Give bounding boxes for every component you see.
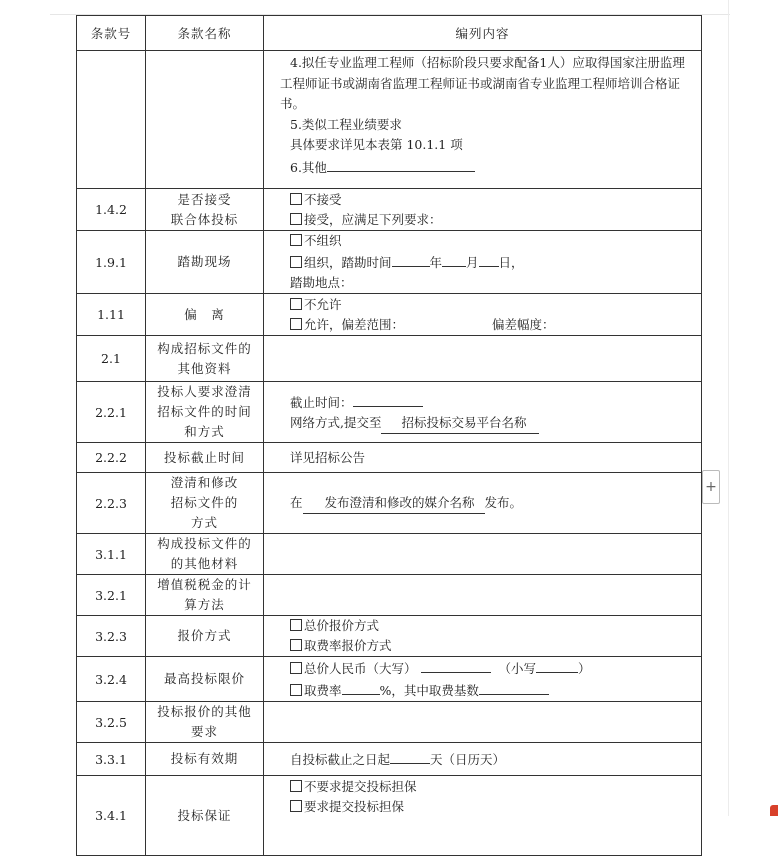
- clause-name: [146, 473, 264, 534]
- expand-plus-button[interactable]: +: [702, 470, 720, 504]
- clause-content: [264, 294, 702, 336]
- deadline-blank[interactable]: [353, 391, 423, 407]
- clause-name: 最高投标限价: [146, 657, 264, 702]
- clarify-post-text: 发布。: [484, 494, 523, 510]
- clause-name-line: 增值税税金的计: [157, 577, 252, 592]
- table-row: [77, 382, 702, 443]
- option-label: 总价人民币（大写）: [304, 661, 417, 676]
- clause-no: [77, 51, 146, 189]
- clause-content: [264, 473, 702, 534]
- year-blank[interactable]: [392, 251, 430, 267]
- clause-name-line: 招标文件的: [170, 495, 239, 510]
- deadline-label: 截止时间：: [290, 394, 353, 410]
- month-blank[interactable]: [442, 251, 466, 267]
- option-label: 不接受: [304, 191, 342, 207]
- checkbox[interactable]: [290, 639, 302, 651]
- option-label: 不允许: [304, 296, 342, 312]
- option-label: 取费率报价方式: [304, 638, 392, 653]
- clause-no: 1.4.2: [77, 189, 146, 231]
- similar-performance-text: 5.类似工程业绩要求: [290, 116, 402, 132]
- clause-no: 2.1: [77, 336, 146, 382]
- table-row: [77, 231, 702, 294]
- clause-no: 3.1.1: [77, 534, 146, 575]
- header-content: 编列内容: [264, 16, 702, 51]
- clause-name: [146, 534, 264, 575]
- option-label: 组织，踏勘时间: [304, 255, 392, 270]
- clause-name: 偏 离: [146, 294, 264, 336]
- other-label: 6.其他: [290, 159, 327, 175]
- clause-name-line: 澄清和修改: [170, 475, 239, 490]
- clause-no: 2.2.3: [77, 473, 146, 534]
- media-name: 发布澄清和修改的媒介名称: [303, 493, 485, 514]
- day-label: 日，: [498, 255, 524, 270]
- rate-blank[interactable]: [342, 679, 380, 695]
- clause-name-line: 是否接受: [177, 191, 232, 207]
- site-location-label: 踏勘地点：: [290, 275, 353, 290]
- clause-name-line: 和方式: [184, 424, 225, 439]
- clarify-pre-text: 在: [290, 494, 303, 510]
- clause-name: 踏勘现场: [146, 231, 264, 294]
- checkbox[interactable]: [290, 256, 302, 268]
- clause-no: 3.2.5: [77, 702, 146, 743]
- option-label: 不组织: [304, 233, 342, 248]
- clause-no: 3.3.1: [77, 743, 146, 776]
- clause-name-line: 招标文件的时间: [157, 404, 252, 419]
- table-row: [77, 189, 702, 231]
- clause-no: 3.2.1: [77, 575, 146, 616]
- validity-pre-text: 自投标截止之日起: [290, 752, 391, 767]
- clause-name: [146, 382, 264, 443]
- checkbox[interactable]: [290, 318, 302, 330]
- close-paren: ）: [578, 661, 591, 676]
- clause-name-line: 构成投标文件的: [157, 536, 252, 551]
- day-blank[interactable]: [479, 251, 499, 267]
- clause-name-line: 方式: [190, 515, 218, 530]
- table-row: [77, 616, 702, 657]
- clause-content: [264, 575, 702, 616]
- checkbox[interactable]: [290, 213, 302, 225]
- clause-no: 1.11: [77, 294, 146, 336]
- checkbox[interactable]: [290, 619, 302, 631]
- clause-content: [264, 702, 702, 743]
- checkbox[interactable]: [290, 193, 302, 205]
- clause-content: [264, 534, 702, 575]
- other-blank[interactable]: [327, 156, 475, 172]
- clause-no: 3.2.4: [77, 657, 146, 702]
- clause-content: [264, 743, 702, 776]
- header-clause-name: 条款名称: [146, 16, 264, 51]
- table-header-row: [77, 16, 702, 51]
- clause-content: [264, 657, 702, 702]
- header-clause-no: 条款号: [77, 16, 146, 51]
- clause-name-line: 的其他材料: [170, 556, 239, 571]
- corner-logo-mark: [770, 805, 778, 816]
- month-label: 月: [466, 255, 479, 270]
- validity-days-blank[interactable]: [390, 748, 430, 764]
- amount-lower-label: （小写: [498, 661, 537, 676]
- clause-no: 2.2.1: [77, 382, 146, 443]
- clause-no: 2.2.2: [77, 443, 146, 473]
- table-row: [77, 657, 702, 702]
- clause-name-line: 构成招标文件的: [157, 340, 252, 356]
- option-label: 允许，偏差范围：: [304, 316, 405, 332]
- deviation-range-label: 偏差幅度：: [492, 316, 555, 332]
- table-row: [77, 294, 702, 336]
- rate-base-blank[interactable]: [479, 679, 549, 695]
- clause-name: [146, 575, 264, 616]
- table-row: [77, 473, 702, 534]
- clause-name-line: 算方法: [184, 597, 225, 612]
- clause-name: [146, 189, 264, 231]
- clause-content: [264, 336, 702, 382]
- option-label: 要求提交投标担保: [304, 799, 405, 814]
- clause-name-line: 要求: [190, 724, 218, 739]
- clause-name-line: 投标人要求澄清: [157, 384, 252, 399]
- page-right-edge: [728, 0, 729, 816]
- clause-name-line: 投标报价的其他: [157, 704, 252, 719]
- clause-name: 投标截止时间: [146, 443, 264, 473]
- clause-name-line: 联合体投标: [170, 211, 239, 227]
- clause-content: [264, 231, 702, 294]
- clause-content: [264, 382, 702, 443]
- checkbox[interactable]: [290, 800, 302, 812]
- year-label: 年: [429, 255, 443, 270]
- clause-name: 投标有效期: [146, 743, 264, 776]
- clause-no: 3.2.3: [77, 616, 146, 657]
- clause-name: 报价方式: [146, 616, 264, 657]
- clause-content: 详见招标公告: [264, 443, 702, 473]
- clause-name: [146, 702, 264, 743]
- amount-lower-blank[interactable]: [536, 657, 578, 673]
- checkbox[interactable]: [290, 234, 302, 246]
- table-row: [77, 743, 702, 776]
- checkbox[interactable]: [290, 662, 302, 674]
- clause-no: 3.4.1: [77, 776, 146, 856]
- detail-ref-text: 具体要求详见本表第 10.1.1 项: [290, 137, 463, 152]
- checkbox[interactable]: [290, 780, 302, 792]
- qualification-text: 4.拟任专业监理工程师（招标阶段只要求配备1人）应取得国家注册监理工程师证书或湖南省监理工程师证书或湖南省专业监理工程师培训合格证书。: [280, 55, 685, 111]
- table-row: [77, 443, 702, 473]
- clause-name: [146, 336, 264, 382]
- table-row: [77, 534, 702, 575]
- validity-post-text: 天（日历天）: [430, 752, 506, 767]
- clause-content: [264, 616, 702, 657]
- checkbox[interactable]: [290, 684, 302, 696]
- clause-name-line: 其他资料: [177, 360, 232, 376]
- table-row: [77, 336, 702, 382]
- clause-content: [264, 51, 702, 189]
- option-label: 不要求提交投标担保: [304, 779, 417, 794]
- clause-name: 投标保证: [146, 776, 264, 856]
- table-row: [77, 702, 702, 743]
- option-label: 取费率: [304, 683, 342, 698]
- option-label: 总价报价方式: [304, 618, 380, 633]
- amount-upper-blank[interactable]: [421, 657, 491, 673]
- clause-name: [146, 51, 264, 189]
- clause-no: 1.9.1: [77, 231, 146, 294]
- table-row: [77, 575, 702, 616]
- bid-data-table: [76, 15, 702, 856]
- checkbox[interactable]: [290, 298, 302, 310]
- rate-base-label: %，其中取费基数: [379, 683, 479, 698]
- clause-content: [264, 189, 702, 231]
- table-row: [77, 51, 702, 189]
- platform-name: 招标投标交易平台名称: [381, 413, 538, 434]
- option-label: 接受，应满足下列要求：: [304, 211, 442, 227]
- submit-method-label: 网络方式,提交至: [290, 414, 382, 430]
